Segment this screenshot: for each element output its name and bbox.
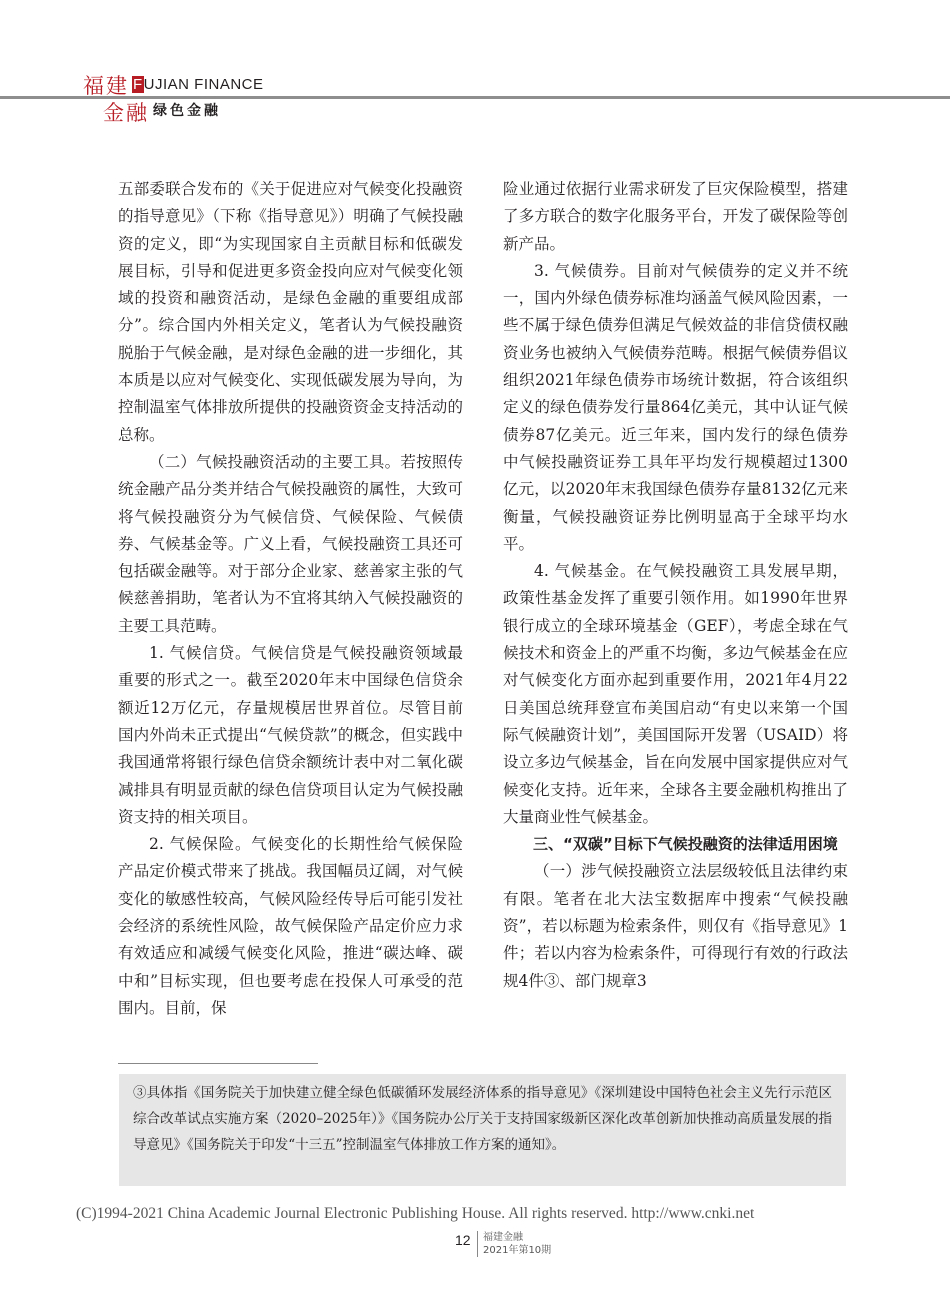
footnote-rule [118, 1063, 318, 1064]
copyright-notice: (C)1994-2021 China Academic Journal Electronic Publishing House. All rights reserved. http://www.cnki.net [76, 1205, 755, 1222]
paragraph: 险业通过依据行业需求研发了巨灾保险模型，搭建了多方联合的数字化服务平台，开发了碳保险等创新产品。 [503, 180, 848, 253]
section-title: 绿色金融 [153, 103, 221, 119]
brand-logo-bottom: 金融 [103, 101, 149, 125]
footer-divider [477, 1231, 478, 1257]
left-column [118, 176, 463, 1022]
paragraph: （二）气候投融资活动的主要工具。若按照传统金融产品分类并结合气候投融资的属性，大致可将气候投融资分为气候信贷、气候保险、气候债券、气候基金等。广义上看，气候投融资工具还可包括碳金融等。对于部分企业家、慈善家主张的气候慈善捐助，笔者认为不宜将其纳入气候投融资的主要工具范畴。 [118, 452, 463, 635]
paragraph: 五部委联合发布的《关于促进应对气候变化投融资的指导意见》（下称《指导意见》）明确了气候投融资的定义，即“为实现国家自主贡献目标和低碳发展目标，引导和促进更多资金投向应对气候变化领域的投资和融资活动，是绿色金融的重要组成部分”。综合国内外相关定义，笔者认为气候投融资脱胎于气候金融，是对绿色金融的进一步细化，其本质是以应对气候变化、实现低碳发展为导向，为控制温室气体排放所提供的投融资资金支持活动的总称。 [118, 180, 463, 444]
brand-english-rest: UJIAN FINANCE [143, 76, 264, 93]
magazine-name: 福建金融 [483, 1232, 523, 1243]
footnote: ③具体指《国务院关于加快建立健全绿色低碳循环发展经济体系的指导意见》《深圳建设中国特色社会主义先行示范区综合改革试点实施方案（2020–2025年）》《国务院办公厅关于支持国家级新区深化改革创新加快推动高质量发展的指导意见》《国务院关于印发“十三五”控制温室气体排放工作方案的通知》。 [119, 1074, 846, 1186]
issue-label: 2021年第10期 [483, 1245, 552, 1256]
paragraph: 3. 气候债券。目前对气候债券的定义并不统一，国内外绿色债券标准均涵盖气候风险因素，一些不属于绿色债券但满足气候效益的非信贷债权融资业务也被纳入气候债券范畴。根据气候债券倡议组织2021年绿色债券市场统计数据，符合该组织定义的绿色债券发行量864亿美元，其中认证气候债券87亿美元。近三年来，国内发行的绿色债券中气候投融资证券工具年平均发行规模超过1300亿元，以2020年末我国绿色债券存量8132亿元来衡量，气候投融资证券比例明显高于全球平均水平。 [503, 261, 848, 553]
footer-magazine-info [483, 1231, 551, 1257]
page-number: 12 [455, 1232, 471, 1248]
section-heading: 三、“双碳”目标下气候投融资的法律适用困境 [533, 835, 838, 854]
paragraph: （一）涉气候投融资立法层级较低且法律约束有限。笔者在北大法宝数据库中搜索“气候投融资”，若以标题为检索条件，则仅有《指导意见》1件；若以内容为检索条件，可得现行有效的行政法规4件③、部门规章3 [503, 862, 848, 990]
paragraph: 4. 气候基金。在气候投融资工具发展早期，政策性基金发挥了重要引领作用。如1990年世界银行成立的全球环境基金（GEF），考虑全球在气候技术和资金上的严重不均衡，多边气候基金在应对气候变化方面亦起到重要作用，2021年4月22日美国总统拜登宣布美国启动“有史以来第一个国际气候融资计划”，美国国际开发署（USAID）将设立多边气候基金，旨在向发展中国家提供应对气候变化支持。近年来，全球各主要金融机构推出了大量商业性气候基金。 [503, 562, 848, 826]
brand-logo-top: 福建 [83, 74, 129, 98]
paragraph: 1. 气候信贷。气候信贷是气候投融资领域最重要的形式之一。截至2020年末中国绿色信贷余额近12万亿元，存量规模居世界首位。尽管目前国内外尚未正式提出“气候贷款”的概念，但实践中我国通常将银行绿色信贷余额统计表中对二氧化碳减排具有明显贡献的绿色信贷项目认定为气候投融资支持的相关项目。 [118, 644, 463, 826]
brand-english-initial: F [133, 76, 143, 93]
right-column [503, 176, 848, 995]
brand-english-name [132, 76, 264, 93]
paragraph: 2. 气候保险。气候变化的长期性给气候保险产品定价模式带来了挑战。我国幅员辽阔，对气候变化的敏感性较高，气候风险经传导后可能引发社会经济的系统性风险，故气候保险产品定价应力求有效适应和减缓气候变化风险，推进“碳达峰、碳中和”目标实现，但也要考虑在投保人可承受的范围内。目前，保 [118, 835, 463, 1017]
